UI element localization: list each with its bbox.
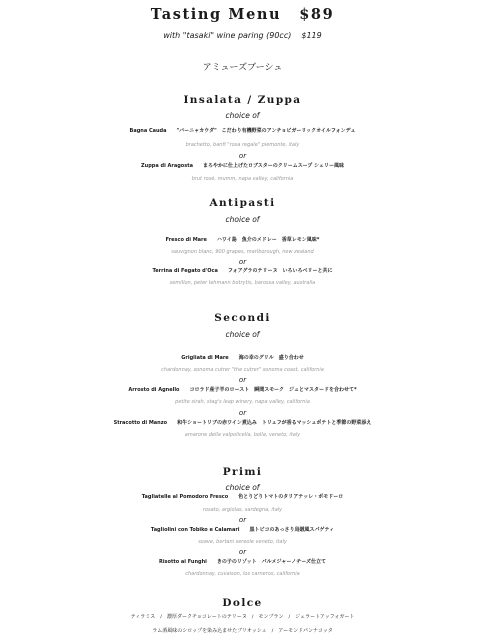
dish-stracotto-di-manzo	[0, 419, 485, 426]
dish-name: Arrosto di Agnello	[128, 387, 180, 393]
dish-name: Stracotto di Manzo	[113, 420, 168, 426]
dish-description: コロラド産子羊のロースト 瞬間スモーク ジュとマスタードを合わせて*	[189, 387, 357, 393]
wine-pairing-note: chardonnay, cuvaison, los carneros, california	[185, 571, 300, 577]
dish-terrina-di-fegato	[0, 267, 485, 274]
dish-arrosto-di-agnello	[0, 386, 485, 393]
menu-title-row	[0, 6, 485, 23]
dish-name: Tagliolini con Tobiko e Calamari	[150, 527, 240, 533]
dish-name: Bagna Cauda	[129, 128, 167, 134]
dish-description: 海の幸のグリル 盛り合わせ	[238, 355, 304, 361]
dish-tagliolini	[0, 526, 485, 533]
or-divider: or	[238, 548, 247, 556]
or-divider: or	[238, 409, 247, 417]
dish-name: Zuppa di Aragosta	[141, 163, 193, 169]
dish-description: ハワイ島 魚介のメドレー 香草レモン風味*	[216, 237, 320, 243]
amuse-bouche: アミューズブーシュ	[202, 63, 283, 73]
dish-description: 黒トビコのあっさり烏賊風スパゲティ	[249, 527, 335, 533]
wine-pairing-note: petite sirah, stag's leap winery, napa valley, california	[175, 399, 310, 405]
menu-title: Tasting Menu	[150, 6, 282, 23]
dish-fresco-di-mare	[0, 236, 485, 243]
or-divider: or	[238, 516, 247, 524]
section-title-primi: Primi	[222, 466, 263, 478]
section-title-antipasti: Antipasti	[209, 197, 276, 209]
wine-pairing-note: semillon, peter lehmann botrytis, barossa valley, australia	[169, 280, 316, 286]
wine-pairing-note: amarone della valpolicella, bolla, veneto, italy	[184, 432, 301, 438]
wine-pairing-note: brachetto, banfi "rosa regale" piemonte, italy	[185, 142, 300, 148]
dish-name: Risotto ai Funghi	[158, 559, 207, 565]
menu-price: $89	[299, 6, 335, 23]
wine-pairing-price: $119	[301, 31, 322, 40]
dish-name: Fresco di Mare	[165, 237, 207, 243]
wine-pairing-note: soave, bertani sereole veneto, italy	[198, 539, 287, 545]
dish-description: まろやかに仕上げたロブスターのクリームスープ シェリー風味	[203, 163, 344, 169]
choice-of-label: choice of	[225, 215, 260, 224]
section-title-secondi: Secondi	[214, 312, 271, 324]
choice-of-label: choice of	[225, 330, 260, 339]
wine-pairing-note: rosato, argiolas, sardegna, italy	[202, 507, 283, 513]
wine-pairing-label: with "tasaki" wine paring (90cc)	[163, 31, 292, 40]
or-divider: or	[238, 258, 247, 266]
dish-grigliata-di-mare	[0, 354, 485, 361]
section-title-insalata: Insalata / Zuppa	[183, 94, 302, 106]
dish-zuppa-di-aragosta	[0, 162, 485, 169]
wine-pairing-note: chardonnay, sonoma cutrer "the cutrer" sonoma coast, california	[161, 367, 324, 373]
dish-risotto-ai-funghi	[0, 558, 485, 565]
wine-pairing-note: brut rosé, mumm, napa valley, california	[191, 176, 294, 182]
dolce-line-1: ティラミス / 濃厚ダークチョコレートのテリーヌ / モンブラン / ジェラートアッフォガート	[130, 614, 355, 620]
or-divider: or	[238, 152, 247, 160]
choice-of-label: choice of	[225, 111, 260, 120]
choice-of-label: choice of	[225, 483, 260, 492]
dish-description: "バーニャカウダ" こだわり有機野菜のアンチョビガーリックオイルフォンデュ	[176, 128, 356, 134]
wine-pairing-row	[0, 31, 485, 40]
dish-description: 和牛ショートリブの赤ワイン煮込み トリュフが香るマッシュポテトと季節の野菜添え	[177, 420, 372, 426]
dish-name: Terrina di Fegato d'Oca	[152, 268, 218, 274]
dish-description: フォアグラのテリーヌ いろいろベリーと共に	[227, 268, 333, 274]
dish-description: 色とりどりトマトのタリアテッレ・ポモドーロ	[238, 494, 344, 500]
dish-name: Grigliata di Mare	[181, 355, 229, 361]
dish-name: Tagliatelle al Pomodoro Fresco	[141, 494, 229, 500]
dolce-line-2: ラム酒風味のシロップを染み込ませたブリオッシュ / アーモンドパンナコッタ	[152, 628, 333, 634]
dish-tagliatelle	[0, 493, 485, 500]
dish-description: きの子のリゾット パルメジャーノチーズ仕立て	[216, 559, 326, 565]
wine-pairing-note: sauvignon blanc, 900 grapes, marlborough, new zealand	[171, 249, 314, 255]
section-title-dolce: Dolce	[222, 597, 263, 609]
or-divider: or	[238, 376, 247, 384]
dish-bagna-cauda	[0, 127, 485, 134]
